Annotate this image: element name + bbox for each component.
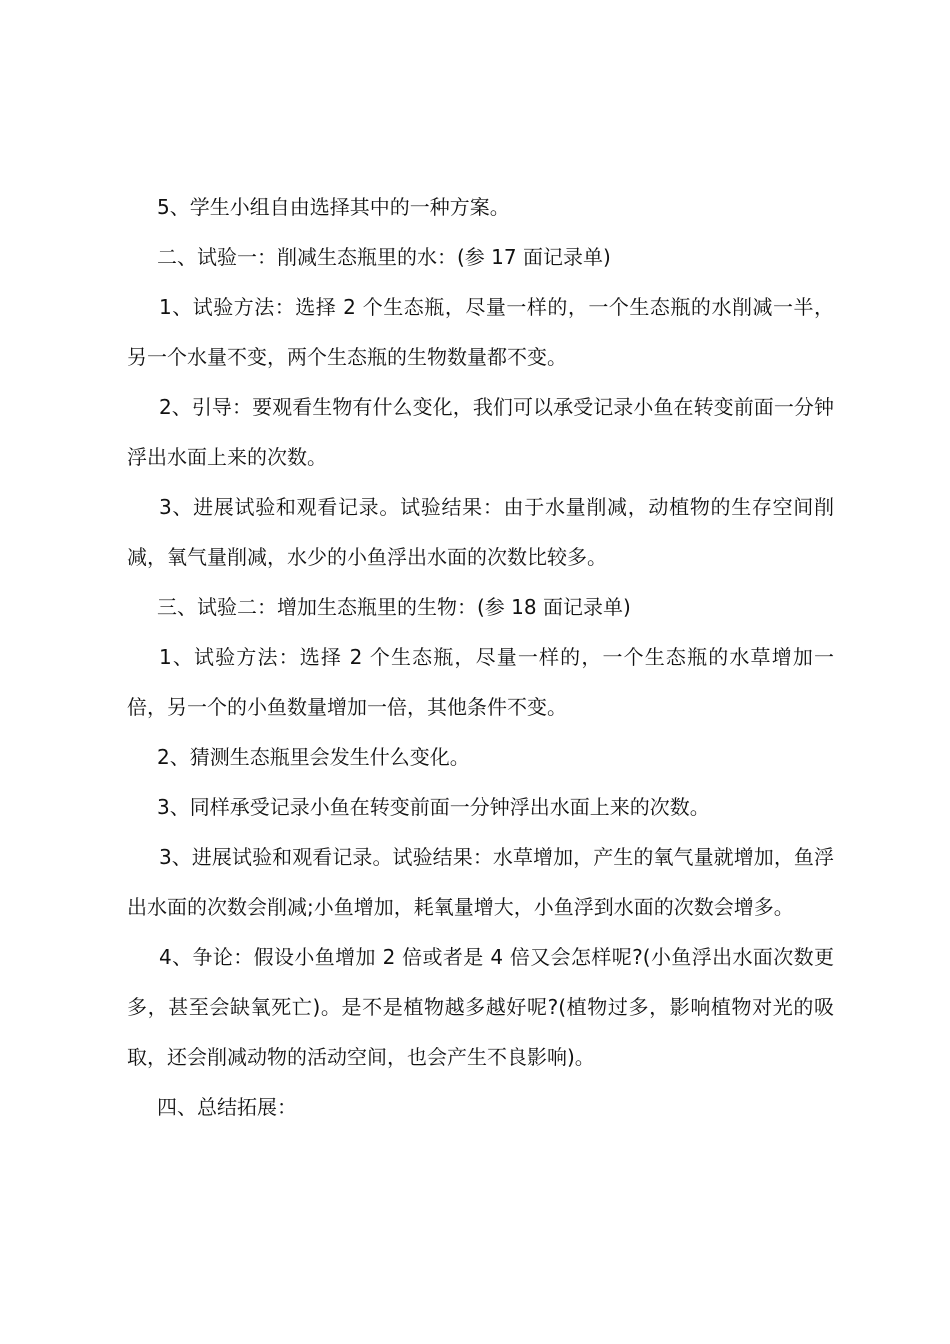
document-body	[127, 182, 834, 1132]
heading-experiment-one: 二、试验一：削减生态瓶里的水：(参 17 面记录单)	[157, 245, 611, 269]
paragraph-discussion: 4、争论：假设小鱼增加 2 倍或者是 4 倍又会怎样呢?(小鱼浮出水面次数更多，甚至会缺氧死亡)。是不是植物越多越好呢?(植物过多，影响植物对光的吸取，还会削减动物的活动空间，也会产生不良影响)。	[127, 945, 834, 1069]
paragraph-exp2-method: 1、试验方法：选择 2 个生态瓶，尽量一样的，一个生态瓶的水草增加一倍，另一个的小鱼数量增加一倍，其他条件不变。	[127, 645, 834, 719]
paragraph-step-5: 5、学生小组自由选择其中的一种方案。	[157, 195, 510, 219]
paragraph-exp1-method: 1、试验方法：选择 2 个生态瓶，尽量一样的，一个生态瓶的水削减一半，另一个水量不变，两个生态瓶的生物数量都不变。	[127, 295, 834, 369]
heading-experiment-two: 三、试验二：增加生态瓶里的生物：(参 18 面记录单)	[157, 595, 631, 619]
paragraph-exp1-result: 3、进展试验和观看记录。试验结果：由于水量削减，动植物的生存空间削减，氧气量削减，水少的小鱼浮出水面的次数比较多。	[127, 495, 834, 569]
paragraph-exp2-result: 3、进展试验和观看记录。试验结果：水草增加，产生的氧气量就增加，鱼浮出水面的次数会削减;小鱼增加，耗氧量增大，小鱼浮到水面的次数会增多。	[127, 845, 834, 919]
heading-summary: 四、总结拓展：	[157, 1095, 297, 1119]
paragraph-exp1-guide: 2、引导：要观看生物有什么变化，我们可以承受记录小鱼在转变前面一分钟浮出水面上来的次数。	[127, 395, 834, 469]
paragraph-exp2-record: 3、同样承受记录小鱼在转变前面一分钟浮出水面上来的次数。	[157, 795, 710, 819]
paragraph-exp2-guess: 2、猜测生态瓶里会发生什么变化。	[157, 745, 470, 769]
